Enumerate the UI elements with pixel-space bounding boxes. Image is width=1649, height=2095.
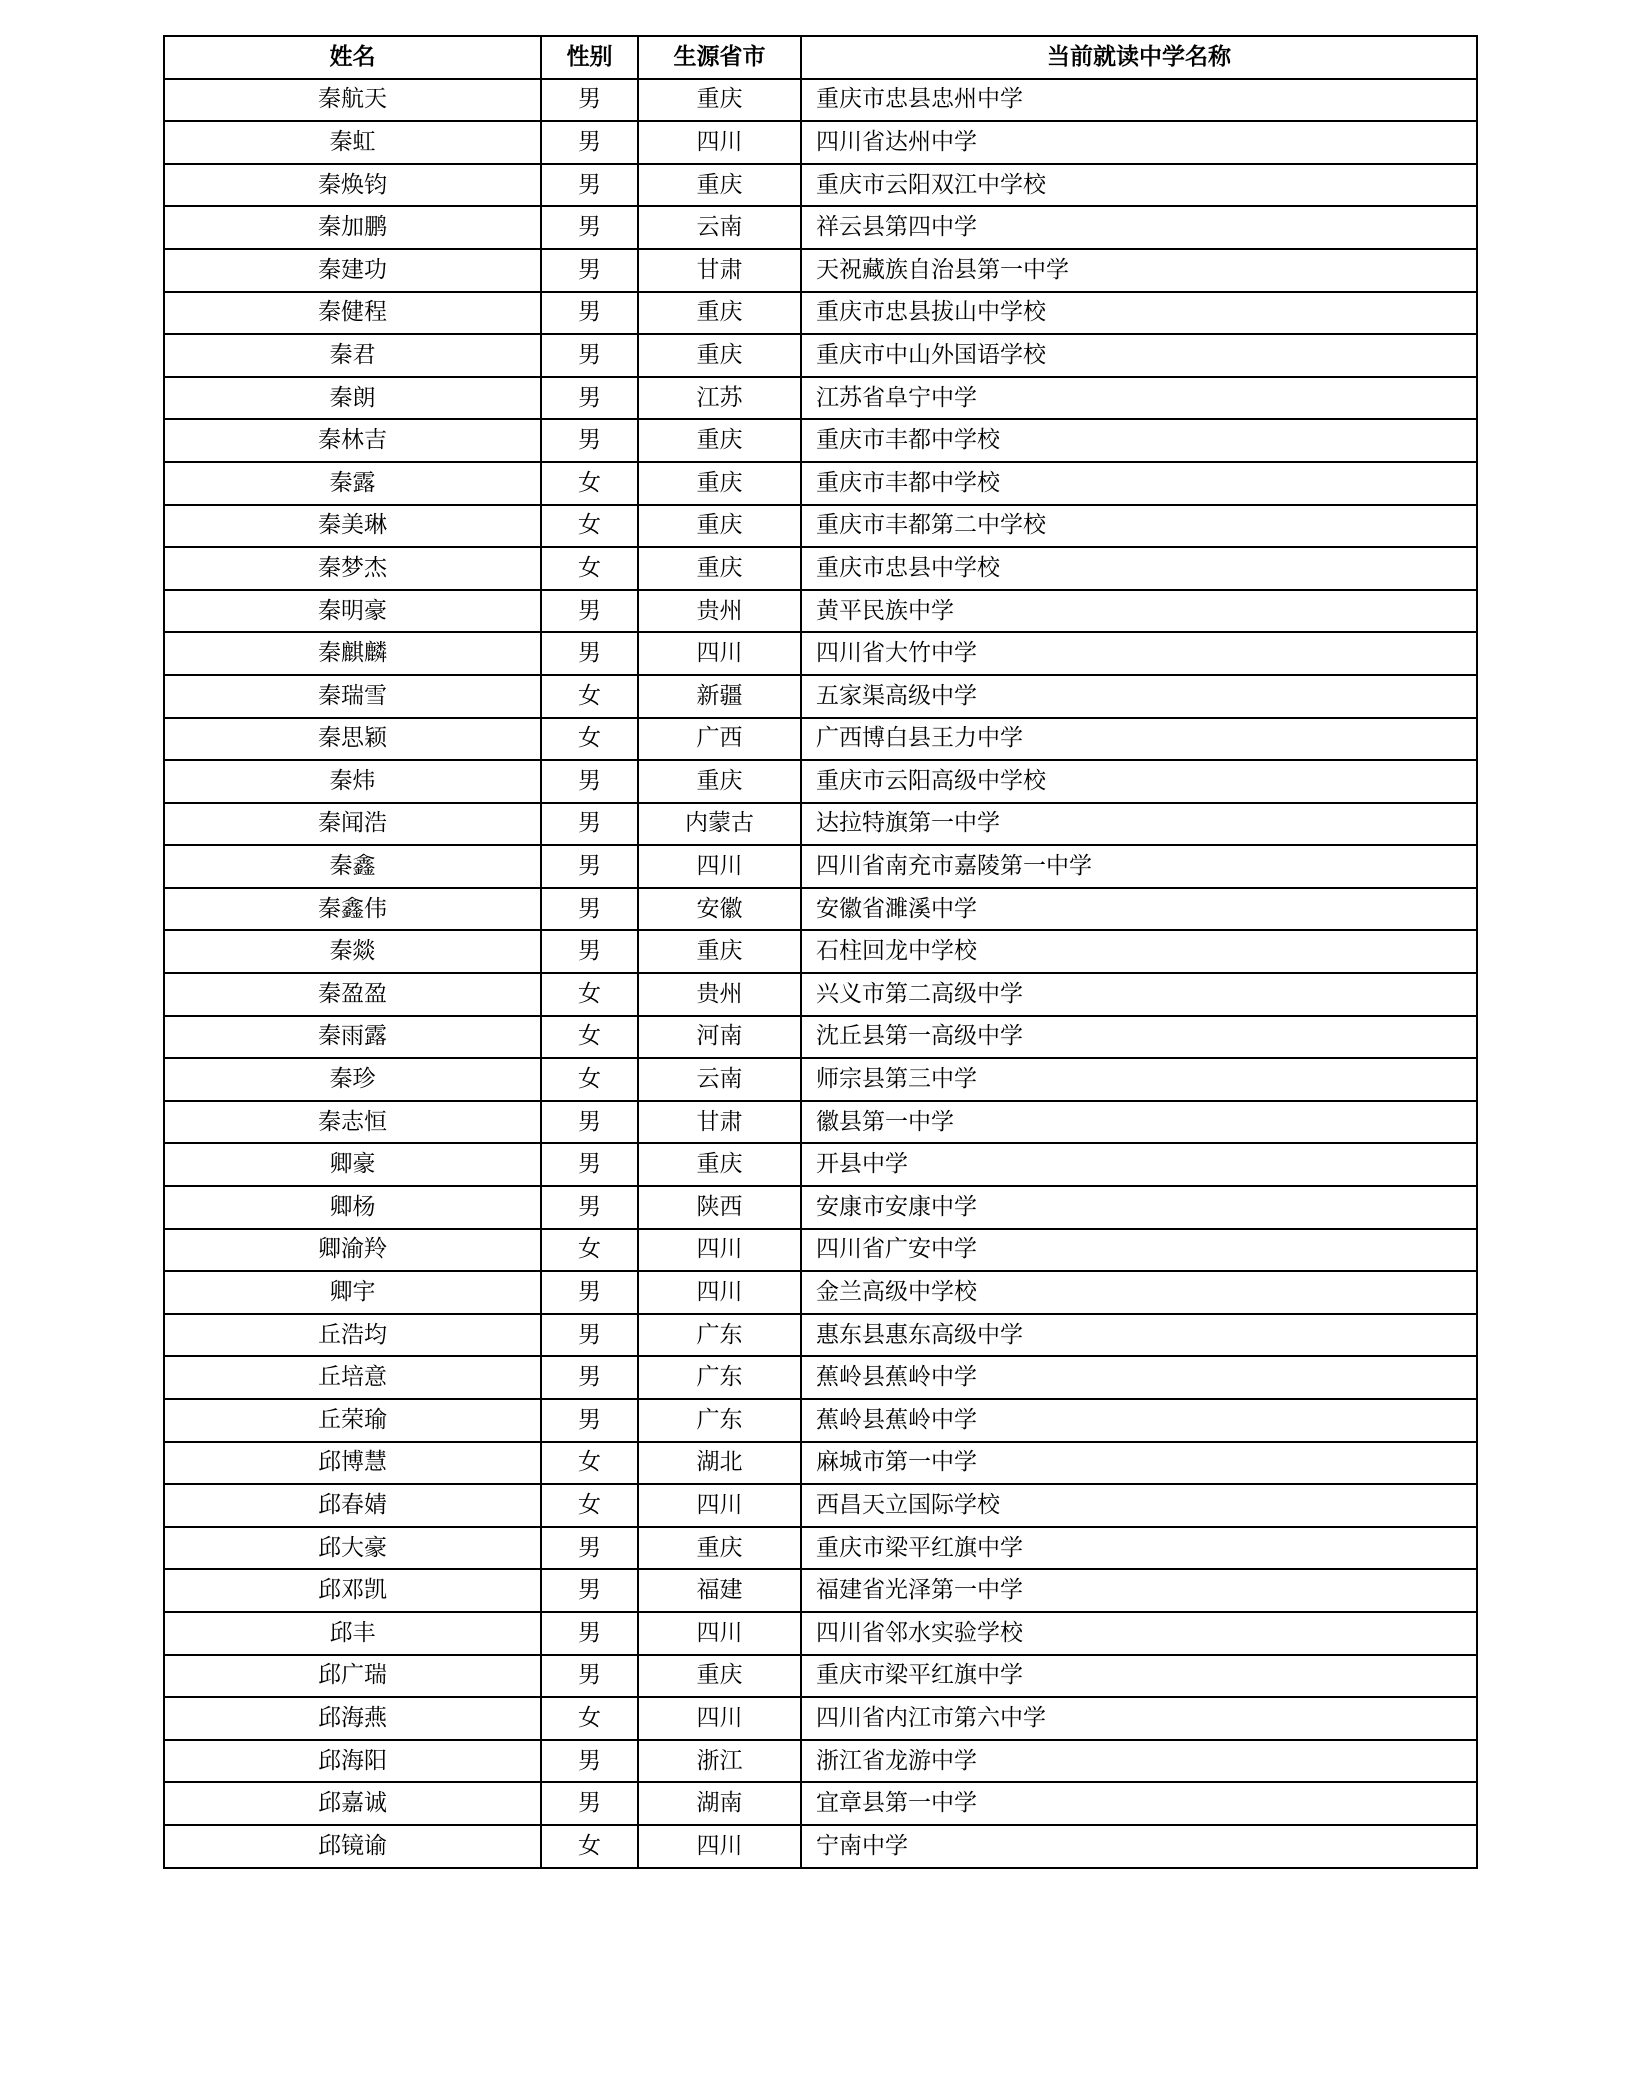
- table-row: [164, 1442, 1477, 1485]
- cell-gender: 男: [541, 803, 638, 846]
- cell-name: 丘浩均: [164, 1314, 541, 1357]
- cell-gender: 男: [541, 1143, 638, 1186]
- cell-school: 五家渠高级中学: [801, 675, 1477, 718]
- cell-name: 秦朗: [164, 377, 541, 420]
- table-row: [164, 1655, 1477, 1698]
- cell-province: 云南: [638, 206, 801, 249]
- cell-name: 秦建功: [164, 249, 541, 292]
- cell-province: 广东: [638, 1399, 801, 1442]
- cell-name: 卿杨: [164, 1186, 541, 1229]
- cell-gender: 男: [541, 1655, 638, 1698]
- cell-gender: 女: [541, 1697, 638, 1740]
- cell-gender: 男: [541, 1271, 638, 1314]
- cell-school: 宁南中学: [801, 1825, 1477, 1868]
- table-row: [164, 1569, 1477, 1612]
- table-row: [164, 1399, 1477, 1442]
- cell-name: 秦林吉: [164, 419, 541, 462]
- cell-name: 秦加鹏: [164, 206, 541, 249]
- cell-name: 秦梦杰: [164, 547, 541, 590]
- cell-province: 重庆: [638, 1527, 801, 1570]
- cell-gender: 男: [541, 334, 638, 377]
- cell-gender: 女: [541, 1229, 638, 1272]
- table-row: [164, 590, 1477, 633]
- cell-province: 河南: [638, 1016, 801, 1059]
- cell-province: 新疆: [638, 675, 801, 718]
- cell-school: 沈丘县第一高级中学: [801, 1016, 1477, 1059]
- cell-gender: 男: [541, 930, 638, 973]
- header-school: 当前就读中学名称: [801, 36, 1477, 79]
- cell-school: 福建省光泽第一中学: [801, 1569, 1477, 1612]
- cell-name: 秦思颖: [164, 718, 541, 761]
- table-row: [164, 1143, 1477, 1186]
- cell-province: 贵州: [638, 590, 801, 633]
- table-row: [164, 79, 1477, 122]
- cell-school: 重庆市忠县拔山中学校: [801, 292, 1477, 335]
- cell-gender: 男: [541, 632, 638, 675]
- cell-school: 重庆市忠县忠州中学: [801, 79, 1477, 122]
- cell-province: 重庆: [638, 1143, 801, 1186]
- cell-name: 秦麒麟: [164, 632, 541, 675]
- table-row: [164, 1697, 1477, 1740]
- cell-province: 陕西: [638, 1186, 801, 1229]
- cell-school: 重庆市梁平红旗中学: [801, 1527, 1477, 1570]
- cell-province: 四川: [638, 1229, 801, 1272]
- cell-gender: 男: [541, 590, 638, 633]
- cell-school: 重庆市云阳双江中学校: [801, 164, 1477, 207]
- cell-school: 麻城市第一中学: [801, 1442, 1477, 1485]
- table-row: [164, 1740, 1477, 1783]
- cell-school: 兴义市第二高级中学: [801, 973, 1477, 1016]
- table-row: [164, 930, 1477, 973]
- table-row: [164, 164, 1477, 207]
- cell-school: 蕉岭县蕉岭中学: [801, 1399, 1477, 1442]
- cell-gender: 女: [541, 1484, 638, 1527]
- cell-province: 四川: [638, 1697, 801, 1740]
- cell-province: 安徽: [638, 888, 801, 931]
- cell-name: 秦闻浩: [164, 803, 541, 846]
- table-row: [164, 1612, 1477, 1655]
- table-row: [164, 1229, 1477, 1272]
- cell-school: 金兰高级中学校: [801, 1271, 1477, 1314]
- cell-name: 邱嘉诚: [164, 1782, 541, 1825]
- cell-school: 安康市安康中学: [801, 1186, 1477, 1229]
- table-row: [164, 1527, 1477, 1570]
- table-row: [164, 377, 1477, 420]
- table-row: [164, 121, 1477, 164]
- cell-province: 重庆: [638, 930, 801, 973]
- cell-province: 重庆: [638, 505, 801, 548]
- cell-province: 四川: [638, 845, 801, 888]
- cell-school: 黄平民族中学: [801, 590, 1477, 633]
- cell-school: 石柱回龙中学校: [801, 930, 1477, 973]
- cell-school: 四川省达州中学: [801, 121, 1477, 164]
- cell-name: 丘培意: [164, 1356, 541, 1399]
- cell-province: 重庆: [638, 79, 801, 122]
- header-row: [164, 36, 1477, 79]
- table-row: [164, 888, 1477, 931]
- cell-name: 卿宇: [164, 1271, 541, 1314]
- cell-gender: 女: [541, 973, 638, 1016]
- cell-province: 重庆: [638, 292, 801, 335]
- cell-school: 宜章县第一中学: [801, 1782, 1477, 1825]
- cell-name: 邱海阳: [164, 1740, 541, 1783]
- cell-province: 重庆: [638, 547, 801, 590]
- cell-gender: 女: [541, 718, 638, 761]
- cell-gender: 男: [541, 1186, 638, 1229]
- cell-province: 湖北: [638, 1442, 801, 1485]
- cell-gender: 男: [541, 1782, 638, 1825]
- cell-name: 邱大豪: [164, 1527, 541, 1570]
- table-row: [164, 1271, 1477, 1314]
- cell-name: 秦鑫: [164, 845, 541, 888]
- cell-school: 重庆市丰都第二中学校: [801, 505, 1477, 548]
- cell-province: 广东: [638, 1314, 801, 1357]
- cell-gender: 男: [541, 249, 638, 292]
- cell-gender: 男: [541, 888, 638, 931]
- cell-school: 重庆市丰都中学校: [801, 462, 1477, 505]
- table-row: [164, 1782, 1477, 1825]
- header-province: 生源省市: [638, 36, 801, 79]
- table-row: [164, 547, 1477, 590]
- cell-school: 四川省大竹中学: [801, 632, 1477, 675]
- cell-name: 丘荣瑜: [164, 1399, 541, 1442]
- cell-school: 江苏省阜宁中学: [801, 377, 1477, 420]
- cell-gender: 男: [541, 1569, 638, 1612]
- cell-name: 秦珍: [164, 1058, 541, 1101]
- table-row: [164, 1016, 1477, 1059]
- cell-name: 秦瑞雪: [164, 675, 541, 718]
- cell-school: 西昌天立国际学校: [801, 1484, 1477, 1527]
- cell-name: 秦君: [164, 334, 541, 377]
- cell-gender: 女: [541, 547, 638, 590]
- cell-gender: 男: [541, 1356, 638, 1399]
- table-row: [164, 760, 1477, 803]
- cell-gender: 女: [541, 462, 638, 505]
- cell-gender: 男: [541, 1740, 638, 1783]
- table-row: [164, 462, 1477, 505]
- cell-gender: 男: [541, 79, 638, 122]
- cell-gender: 女: [541, 1825, 638, 1868]
- cell-school: 安徽省濉溪中学: [801, 888, 1477, 931]
- cell-school: 广西博白县王力中学: [801, 718, 1477, 761]
- table-row: [164, 1356, 1477, 1399]
- cell-gender: 男: [541, 377, 638, 420]
- cell-gender: 男: [541, 419, 638, 462]
- cell-name: 邱丰: [164, 1612, 541, 1655]
- table-row: [164, 1186, 1477, 1229]
- table-row: [164, 249, 1477, 292]
- cell-school: 四川省内江市第六中学: [801, 1697, 1477, 1740]
- cell-name: 邱广瑞: [164, 1655, 541, 1698]
- cell-school: 徽县第一中学: [801, 1101, 1477, 1144]
- cell-province: 湖南: [638, 1782, 801, 1825]
- cell-name: 秦健程: [164, 292, 541, 335]
- cell-province: 浙江: [638, 1740, 801, 1783]
- cell-school: 浙江省龙游中学: [801, 1740, 1477, 1783]
- table-row: [164, 1825, 1477, 1868]
- cell-name: 邱海燕: [164, 1697, 541, 1740]
- cell-school: 师宗县第三中学: [801, 1058, 1477, 1101]
- cell-name: 秦虹: [164, 121, 541, 164]
- cell-gender: 男: [541, 1612, 638, 1655]
- cell-province: 重庆: [638, 334, 801, 377]
- cell-school: 重庆市中山外国语学校: [801, 334, 1477, 377]
- cell-name: 秦盈盈: [164, 973, 541, 1016]
- cell-school: 天祝藏族自治县第一中学: [801, 249, 1477, 292]
- cell-province: 重庆: [638, 164, 801, 207]
- cell-province: 重庆: [638, 760, 801, 803]
- table-row: [164, 1101, 1477, 1144]
- cell-name: 卿渝羚: [164, 1229, 541, 1272]
- cell-province: 四川: [638, 1484, 801, 1527]
- table-row: [164, 1058, 1477, 1101]
- cell-province: 江苏: [638, 377, 801, 420]
- cell-province: 福建: [638, 1569, 801, 1612]
- header-gender: 性别: [541, 36, 638, 79]
- table-row: [164, 718, 1477, 761]
- cell-province: 云南: [638, 1058, 801, 1101]
- cell-name: 秦志恒: [164, 1101, 541, 1144]
- cell-gender: 男: [541, 121, 638, 164]
- cell-province: 甘肃: [638, 249, 801, 292]
- cell-gender: 女: [541, 1016, 638, 1059]
- cell-name: 邱春婧: [164, 1484, 541, 1527]
- cell-name: 秦露: [164, 462, 541, 505]
- cell-school: 重庆市忠县中学校: [801, 547, 1477, 590]
- cell-name: 秦明豪: [164, 590, 541, 633]
- table-row: [164, 334, 1477, 377]
- cell-province: 四川: [638, 632, 801, 675]
- cell-name: 邱镜谕: [164, 1825, 541, 1868]
- cell-province: 四川: [638, 1612, 801, 1655]
- cell-school: 四川省广安中学: [801, 1229, 1477, 1272]
- cell-province: 广西: [638, 718, 801, 761]
- cell-name: 秦炜: [164, 760, 541, 803]
- cell-school: 惠东县惠东高级中学: [801, 1314, 1477, 1357]
- cell-name: 秦燚: [164, 930, 541, 973]
- cell-gender: 女: [541, 1442, 638, 1485]
- cell-province: 内蒙古: [638, 803, 801, 846]
- cell-school: 蕉岭县蕉岭中学: [801, 1356, 1477, 1399]
- table-row: [164, 973, 1477, 1016]
- cell-province: 贵州: [638, 973, 801, 1016]
- cell-name: 秦美琳: [164, 505, 541, 548]
- cell-gender: 男: [541, 845, 638, 888]
- table-row: [164, 419, 1477, 462]
- cell-name: 秦鑫伟: [164, 888, 541, 931]
- table-row: [164, 505, 1477, 548]
- table-row: [164, 292, 1477, 335]
- cell-gender: 男: [541, 164, 638, 207]
- cell-gender: 男: [541, 292, 638, 335]
- cell-province: 四川: [638, 1271, 801, 1314]
- cell-gender: 男: [541, 206, 638, 249]
- table-row: [164, 1484, 1477, 1527]
- cell-province: 重庆: [638, 462, 801, 505]
- cell-school: 重庆市梁平红旗中学: [801, 1655, 1477, 1698]
- cell-school: 重庆市云阳高级中学校: [801, 760, 1477, 803]
- cell-gender: 男: [541, 760, 638, 803]
- table-row: [164, 206, 1477, 249]
- cell-gender: 女: [541, 675, 638, 718]
- table-row: [164, 1314, 1477, 1357]
- table-row: [164, 632, 1477, 675]
- cell-province: 甘肃: [638, 1101, 801, 1144]
- cell-school: 重庆市丰都中学校: [801, 419, 1477, 462]
- cell-province: 重庆: [638, 1655, 801, 1698]
- cell-gender: 男: [541, 1527, 638, 1570]
- cell-name: 卿豪: [164, 1143, 541, 1186]
- cell-school: 达拉特旗第一中学: [801, 803, 1477, 846]
- cell-province: 重庆: [638, 419, 801, 462]
- cell-gender: 男: [541, 1399, 638, 1442]
- cell-gender: 男: [541, 1101, 638, 1144]
- cell-gender: 男: [541, 1314, 638, 1357]
- cell-gender: 女: [541, 505, 638, 548]
- table-row: [164, 803, 1477, 846]
- cell-name: 邱博慧: [164, 1442, 541, 1485]
- header-name: 姓名: [164, 36, 541, 79]
- cell-school: 四川省邻水实验学校: [801, 1612, 1477, 1655]
- cell-name: 秦雨露: [164, 1016, 541, 1059]
- cell-province: 四川: [638, 1825, 801, 1868]
- table-row: [164, 845, 1477, 888]
- cell-province: 四川: [638, 121, 801, 164]
- table-row: [164, 675, 1477, 718]
- cell-province: 广东: [638, 1356, 801, 1399]
- student-table: [163, 35, 1478, 1869]
- cell-school: 四川省南充市嘉陵第一中学: [801, 845, 1477, 888]
- cell-name: 秦焕钧: [164, 164, 541, 207]
- cell-gender: 女: [541, 1058, 638, 1101]
- cell-school: 祥云县第四中学: [801, 206, 1477, 249]
- cell-school: 开县中学: [801, 1143, 1477, 1186]
- cell-name: 邱邓凯: [164, 1569, 541, 1612]
- cell-name: 秦航天: [164, 79, 541, 122]
